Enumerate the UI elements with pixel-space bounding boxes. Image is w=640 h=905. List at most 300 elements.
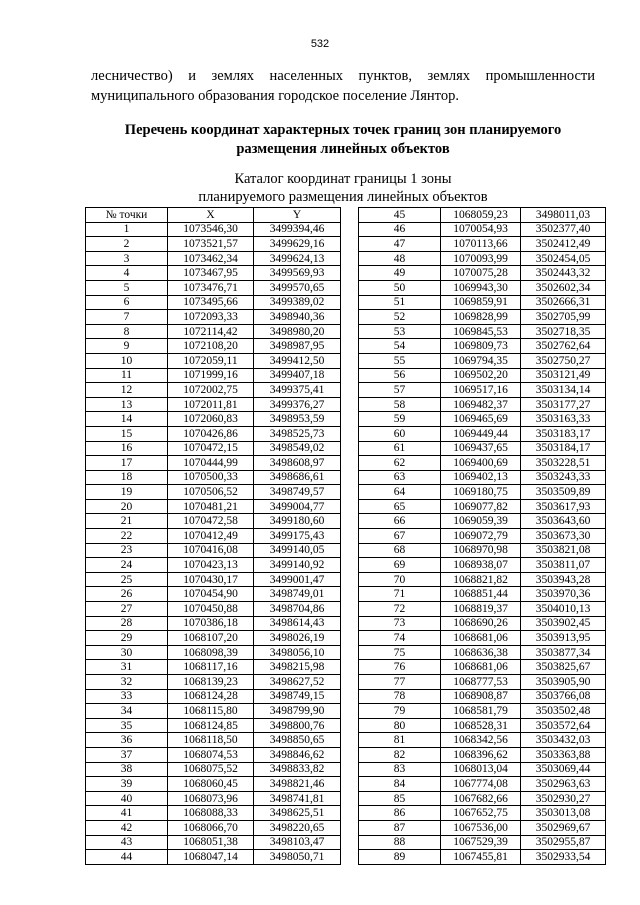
x-coordinate-cell: 1070450,88 (168, 602, 254, 617)
point-number-cell: 23 (86, 543, 168, 558)
point-number-cell: 18 (86, 470, 168, 485)
x-coordinate-cell: 1069077,82 (441, 499, 521, 514)
x-coordinate-cell: 1068060,45 (168, 777, 254, 792)
y-coordinate-cell: 3503905,90 (521, 675, 606, 690)
table-row (359, 602, 606, 617)
page-number: 532 (310, 38, 330, 50)
y-coordinate-cell: 3499412,50 (254, 353, 341, 368)
x-coordinate-cell: 1069400,69 (441, 456, 521, 471)
table-row (86, 441, 341, 456)
point-number-cell: 10 (86, 353, 168, 368)
x-coordinate-cell: 1068681,06 (441, 631, 521, 646)
x-coordinate-cell: 1069482,37 (441, 397, 521, 412)
x-coordinate-cell: 1069828,99 (441, 310, 521, 325)
y-coordinate-cell: 3503134,14 (521, 383, 606, 398)
x-coordinate-cell: 1070416,08 (168, 543, 254, 558)
table-row (86, 383, 341, 398)
table-row (359, 514, 606, 529)
table-row (359, 806, 606, 821)
point-number-cell: 3 (86, 251, 168, 266)
table-row (359, 675, 606, 690)
x-coordinate-cell: 1068107,20 (168, 631, 254, 646)
x-coordinate-cell: 1070506,52 (168, 485, 254, 500)
table-header-row (86, 208, 341, 223)
y-coordinate-cell: 3502443,32 (521, 266, 606, 281)
x-coordinate-cell: 1070386,18 (168, 616, 254, 631)
x-coordinate-cell: 1067682,66 (441, 791, 521, 806)
x-coordinate-cell: 1070426,86 (168, 426, 254, 441)
table-row (86, 806, 341, 821)
point-number-cell: 9 (86, 339, 168, 354)
point-number-cell: 32 (86, 675, 168, 690)
table-row (86, 222, 341, 237)
point-number-cell: 88 (359, 835, 441, 850)
table-row (359, 353, 606, 368)
y-coordinate-cell: 3499001,47 (254, 572, 341, 587)
table-caption (91, 170, 595, 206)
table-row (359, 310, 606, 325)
point-number-cell: 58 (359, 397, 441, 412)
x-coordinate-cell: 1068124,28 (168, 689, 254, 704)
table-row (359, 397, 606, 412)
table-row (86, 645, 341, 660)
y-coordinate-cell: 3498608,97 (254, 456, 341, 471)
point-number-cell: 2 (86, 237, 168, 252)
x-coordinate-cell: 1067652,75 (441, 806, 521, 821)
y-coordinate-cell: 3498799,90 (254, 704, 341, 719)
point-number-cell: 24 (86, 558, 168, 573)
y-coordinate-cell: 3503183,17 (521, 426, 606, 441)
table-row (86, 602, 341, 617)
y-coordinate-cell: 3498050,71 (254, 850, 341, 865)
x-coordinate-cell: 1068636,38 (441, 645, 521, 660)
coordinates-table-right (358, 207, 606, 865)
table-row (359, 558, 606, 573)
table-row (359, 631, 606, 646)
point-number-cell: 60 (359, 426, 441, 441)
y-coordinate-cell: 3503228,51 (521, 456, 606, 471)
y-coordinate-cell: 3499569,93 (254, 266, 341, 281)
caption-line-1: Каталог координат границы 1 зоны (234, 171, 452, 187)
y-coordinate-cell: 3498846,62 (254, 747, 341, 762)
table-row (359, 383, 606, 398)
point-number-cell: 81 (359, 733, 441, 748)
y-coordinate-cell: 3503902,45 (521, 616, 606, 631)
y-coordinate-cell: 3502930,27 (521, 791, 606, 806)
x-coordinate-cell: 1070093,99 (441, 251, 521, 266)
point-number-cell: 53 (359, 324, 441, 339)
point-number-cell: 19 (86, 485, 168, 500)
point-number-cell: 75 (359, 645, 441, 660)
point-number-cell: 54 (359, 339, 441, 354)
y-coordinate-cell: 3503121,49 (521, 368, 606, 383)
point-number-cell: 89 (359, 850, 441, 865)
point-number-cell: 37 (86, 747, 168, 762)
x-coordinate-cell: 1070472,15 (168, 441, 254, 456)
table-row (86, 310, 341, 325)
y-coordinate-cell: 3498614,43 (254, 616, 341, 631)
x-coordinate-cell: 1068342,56 (441, 733, 521, 748)
y-coordinate-cell: 3499407,18 (254, 368, 341, 383)
x-coordinate-cell: 1067774,08 (441, 777, 521, 792)
y-coordinate-cell: 3499180,60 (254, 514, 341, 529)
y-coordinate-cell: 3502933,54 (521, 850, 606, 865)
coordinates-table-left (85, 207, 341, 865)
y-coordinate-cell: 3498103,47 (254, 835, 341, 850)
y-coordinate-cell: 3498833,82 (254, 762, 341, 777)
y-coordinate-cell: 3502955,87 (521, 835, 606, 850)
x-coordinate-cell: 1069072,79 (441, 529, 521, 544)
table-row (86, 572, 341, 587)
point-number-cell: 84 (359, 777, 441, 792)
table-row (86, 616, 341, 631)
point-number-cell: 83 (359, 762, 441, 777)
x-coordinate-cell: 1072114,42 (168, 324, 254, 339)
y-coordinate-cell: 3498215,98 (254, 660, 341, 675)
point-number-cell: 7 (86, 310, 168, 325)
table-row (86, 733, 341, 748)
table-row (86, 543, 341, 558)
x-coordinate-cell: 1068819,37 (441, 602, 521, 617)
point-number-cell: 25 (86, 572, 168, 587)
table-row (86, 280, 341, 295)
point-number-cell: 11 (86, 368, 168, 383)
y-coordinate-cell: 3503243,33 (521, 470, 606, 485)
table-row (359, 441, 606, 456)
y-coordinate-cell: 3502602,34 (521, 280, 606, 295)
point-number-cell: 4 (86, 266, 168, 281)
y-coordinate-cell: 3503363,88 (521, 747, 606, 762)
point-number-cell: 79 (359, 704, 441, 719)
x-coordinate-cell: 1069943,30 (441, 280, 521, 295)
x-coordinate-cell: 1073462,34 (168, 251, 254, 266)
point-number-cell: 43 (86, 835, 168, 850)
point-number-cell: 48 (359, 251, 441, 266)
header-point-number: № точки (86, 208, 168, 223)
y-coordinate-cell: 3502718,35 (521, 324, 606, 339)
point-number-cell: 55 (359, 353, 441, 368)
table-row (86, 850, 341, 865)
x-coordinate-cell: 1067536,00 (441, 820, 521, 835)
table-row (359, 820, 606, 835)
y-coordinate-cell: 3502454,05 (521, 251, 606, 266)
x-coordinate-cell: 1067529,39 (441, 835, 521, 850)
y-coordinate-cell: 3499140,92 (254, 558, 341, 573)
table-row (359, 718, 606, 733)
x-coordinate-cell: 1070113,66 (441, 237, 521, 252)
point-number-cell: 78 (359, 689, 441, 704)
x-coordinate-cell: 1068690,26 (441, 616, 521, 631)
point-number-cell: 51 (359, 295, 441, 310)
table-row (86, 295, 341, 310)
table-row (359, 470, 606, 485)
point-number-cell: 50 (359, 280, 441, 295)
x-coordinate-cell: 1069059,39 (441, 514, 521, 529)
table-row (359, 791, 606, 806)
x-coordinate-cell: 1068851,44 (441, 587, 521, 602)
x-coordinate-cell: 1069502,20 (441, 368, 521, 383)
y-coordinate-cell: 3503811,07 (521, 558, 606, 573)
header-y: Y (254, 208, 341, 223)
x-coordinate-cell: 1071999,16 (168, 368, 254, 383)
point-number-cell: 33 (86, 689, 168, 704)
y-coordinate-cell: 3503970,36 (521, 587, 606, 602)
x-coordinate-cell: 1070075,28 (441, 266, 521, 281)
table-row (86, 718, 341, 733)
x-coordinate-cell: 1068117,16 (168, 660, 254, 675)
x-coordinate-cell: 1072108,20 (168, 339, 254, 354)
y-coordinate-cell: 3499394,46 (254, 222, 341, 237)
y-coordinate-cell: 3503177,27 (521, 397, 606, 412)
table-row (359, 426, 606, 441)
table-row (359, 529, 606, 544)
y-coordinate-cell: 3503617,93 (521, 499, 606, 514)
point-number-cell: 46 (359, 222, 441, 237)
x-coordinate-cell: 1068059,23 (441, 208, 521, 223)
y-coordinate-cell: 3503943,28 (521, 572, 606, 587)
table-row (86, 529, 341, 544)
table-row (86, 791, 341, 806)
x-coordinate-cell: 1068124,85 (168, 718, 254, 733)
x-coordinate-cell: 1070481,21 (168, 499, 254, 514)
point-number-cell: 70 (359, 572, 441, 587)
point-number-cell: 6 (86, 295, 168, 310)
table-row (86, 251, 341, 266)
table-row (359, 704, 606, 719)
x-coordinate-cell: 1069517,16 (441, 383, 521, 398)
point-number-cell: 82 (359, 747, 441, 762)
table-row (86, 675, 341, 690)
table-row (86, 470, 341, 485)
point-number-cell: 80 (359, 718, 441, 733)
point-number-cell: 21 (86, 514, 168, 529)
table-row (359, 456, 606, 471)
table-row (86, 339, 341, 354)
point-number-cell: 86 (359, 806, 441, 821)
point-number-cell: 29 (86, 631, 168, 646)
y-coordinate-cell: 3499389,02 (254, 295, 341, 310)
y-coordinate-cell: 3498704,86 (254, 602, 341, 617)
x-coordinate-cell: 1070444,99 (168, 456, 254, 471)
y-coordinate-cell: 3498749,57 (254, 485, 341, 500)
paragraph-line-2: муниципального образования городское поселение Лянтор. (91, 88, 459, 104)
table-row (359, 850, 606, 865)
y-coordinate-cell: 3498525,73 (254, 426, 341, 441)
y-coordinate-cell: 3498987,95 (254, 339, 341, 354)
table-row (359, 689, 606, 704)
point-number-cell: 36 (86, 733, 168, 748)
point-number-cell: 44 (86, 850, 168, 865)
y-coordinate-cell: 3499624,13 (254, 251, 341, 266)
table-row (359, 747, 606, 762)
point-number-cell: 65 (359, 499, 441, 514)
x-coordinate-cell: 1070430,17 (168, 572, 254, 587)
table-row (86, 368, 341, 383)
x-coordinate-cell: 1068396,62 (441, 747, 521, 762)
x-coordinate-cell: 1068047,14 (168, 850, 254, 865)
y-coordinate-cell: 3499175,43 (254, 529, 341, 544)
point-number-cell: 71 (359, 587, 441, 602)
point-number-cell: 45 (359, 208, 441, 223)
point-number-cell: 72 (359, 602, 441, 617)
point-number-cell: 31 (86, 660, 168, 675)
x-coordinate-cell: 1068115,80 (168, 704, 254, 719)
table-row (359, 324, 606, 339)
point-number-cell: 61 (359, 441, 441, 456)
x-coordinate-cell: 1068098,39 (168, 645, 254, 660)
point-number-cell: 41 (86, 806, 168, 821)
x-coordinate-cell: 1070500,33 (168, 470, 254, 485)
point-number-cell: 64 (359, 485, 441, 500)
table-row (86, 456, 341, 471)
x-coordinate-cell: 1073521,57 (168, 237, 254, 252)
table-row (359, 339, 606, 354)
x-coordinate-cell: 1069794,35 (441, 353, 521, 368)
intro-paragraph (91, 66, 595, 106)
point-number-cell: 52 (359, 310, 441, 325)
x-coordinate-cell: 1068073,96 (168, 791, 254, 806)
y-coordinate-cell: 3498800,76 (254, 718, 341, 733)
point-number-cell: 68 (359, 543, 441, 558)
y-coordinate-cell: 3502969,67 (521, 820, 606, 835)
table-row (359, 295, 606, 310)
y-coordinate-cell: 3498549,02 (254, 441, 341, 456)
x-coordinate-cell: 1069449,44 (441, 426, 521, 441)
table-row (359, 572, 606, 587)
y-coordinate-cell: 3499375,41 (254, 383, 341, 398)
point-number-cell: 8 (86, 324, 168, 339)
table-row (86, 704, 341, 719)
y-coordinate-cell: 3503509,89 (521, 485, 606, 500)
x-coordinate-cell: 1068970,98 (441, 543, 521, 558)
x-coordinate-cell: 1068066,70 (168, 820, 254, 835)
x-coordinate-cell: 1068681,06 (441, 660, 521, 675)
table-row (86, 324, 341, 339)
table-row (359, 485, 606, 500)
x-coordinate-cell: 1070054,93 (441, 222, 521, 237)
point-number-cell: 85 (359, 791, 441, 806)
section-heading (91, 121, 595, 159)
table-row (86, 412, 341, 427)
point-number-cell: 69 (359, 558, 441, 573)
y-coordinate-cell: 3498686,61 (254, 470, 341, 485)
point-number-cell: 77 (359, 675, 441, 690)
x-coordinate-cell: 1068139,23 (168, 675, 254, 690)
point-number-cell: 40 (86, 791, 168, 806)
table-row (359, 251, 606, 266)
table-row (359, 412, 606, 427)
point-number-cell: 66 (359, 514, 441, 529)
table-row (86, 514, 341, 529)
y-coordinate-cell: 3504010,13 (521, 602, 606, 617)
y-coordinate-cell: 3498627,52 (254, 675, 341, 690)
x-coordinate-cell: 1073476,71 (168, 280, 254, 295)
point-number-cell: 67 (359, 529, 441, 544)
table-row (86, 762, 341, 777)
point-number-cell: 15 (86, 426, 168, 441)
table-row (359, 733, 606, 748)
table-row (86, 266, 341, 281)
caption-line-2: планируемого размещения линейных объектов (198, 189, 488, 205)
point-number-cell: 34 (86, 704, 168, 719)
x-coordinate-cell: 1069465,69 (441, 412, 521, 427)
y-coordinate-cell: 3503069,44 (521, 762, 606, 777)
x-coordinate-cell: 1069845,53 (441, 324, 521, 339)
table-row (86, 820, 341, 835)
point-number-cell: 12 (86, 383, 168, 398)
table-row (359, 616, 606, 631)
x-coordinate-cell: 1069180,75 (441, 485, 521, 500)
point-number-cell: 57 (359, 383, 441, 398)
point-number-cell: 30 (86, 645, 168, 660)
x-coordinate-cell: 1067455,81 (441, 850, 521, 865)
y-coordinate-cell: 3498741,81 (254, 791, 341, 806)
point-number-cell: 47 (359, 237, 441, 252)
x-coordinate-cell: 1068908,87 (441, 689, 521, 704)
y-coordinate-cell: 3498220,65 (254, 820, 341, 835)
point-number-cell: 16 (86, 441, 168, 456)
table-row (86, 747, 341, 762)
point-number-cell: 38 (86, 762, 168, 777)
y-coordinate-cell: 3502666,31 (521, 295, 606, 310)
point-number-cell: 13 (86, 397, 168, 412)
x-coordinate-cell: 1068088,33 (168, 806, 254, 821)
y-coordinate-cell: 3498953,59 (254, 412, 341, 427)
heading-line-1: Перечень координат характерных точек границ зон планируемого (124, 122, 562, 138)
table-row (359, 222, 606, 237)
table-row (359, 587, 606, 602)
y-coordinate-cell: 3503766,08 (521, 689, 606, 704)
x-coordinate-cell: 1072093,33 (168, 310, 254, 325)
header-x: X (168, 208, 254, 223)
x-coordinate-cell: 1070472,58 (168, 514, 254, 529)
table-row (359, 208, 606, 223)
x-coordinate-cell: 1068528,31 (441, 718, 521, 733)
y-coordinate-cell: 3503502,48 (521, 704, 606, 719)
table-row (359, 499, 606, 514)
y-coordinate-cell: 3503184,17 (521, 441, 606, 456)
point-number-cell: 73 (359, 616, 441, 631)
point-number-cell: 27 (86, 602, 168, 617)
x-coordinate-cell: 1070412,49 (168, 529, 254, 544)
y-coordinate-cell: 3502705,99 (521, 310, 606, 325)
table-row (86, 237, 341, 252)
y-coordinate-cell: 3499140,05 (254, 543, 341, 558)
x-coordinate-cell: 1069809,73 (441, 339, 521, 354)
y-coordinate-cell: 3503821,08 (521, 543, 606, 558)
y-coordinate-cell: 3503877,34 (521, 645, 606, 660)
point-number-cell: 20 (86, 499, 168, 514)
point-number-cell: 22 (86, 529, 168, 544)
table-row (359, 266, 606, 281)
point-number-cell: 28 (86, 616, 168, 631)
y-coordinate-cell: 3498026,19 (254, 631, 341, 646)
y-coordinate-cell: 3503825,67 (521, 660, 606, 675)
y-coordinate-cell: 3498980,20 (254, 324, 341, 339)
table-row (86, 499, 341, 514)
y-coordinate-cell: 3503013,08 (521, 806, 606, 821)
table-row (86, 558, 341, 573)
y-coordinate-cell: 3498625,51 (254, 806, 341, 821)
point-number-cell: 62 (359, 456, 441, 471)
y-coordinate-cell: 3503572,64 (521, 718, 606, 733)
y-coordinate-cell: 3502377,40 (521, 222, 606, 237)
y-coordinate-cell: 3498056,10 (254, 645, 341, 660)
y-coordinate-cell: 3503163,33 (521, 412, 606, 427)
x-coordinate-cell: 1072059,11 (168, 353, 254, 368)
y-coordinate-cell: 3499004,77 (254, 499, 341, 514)
point-number-cell: 5 (86, 280, 168, 295)
